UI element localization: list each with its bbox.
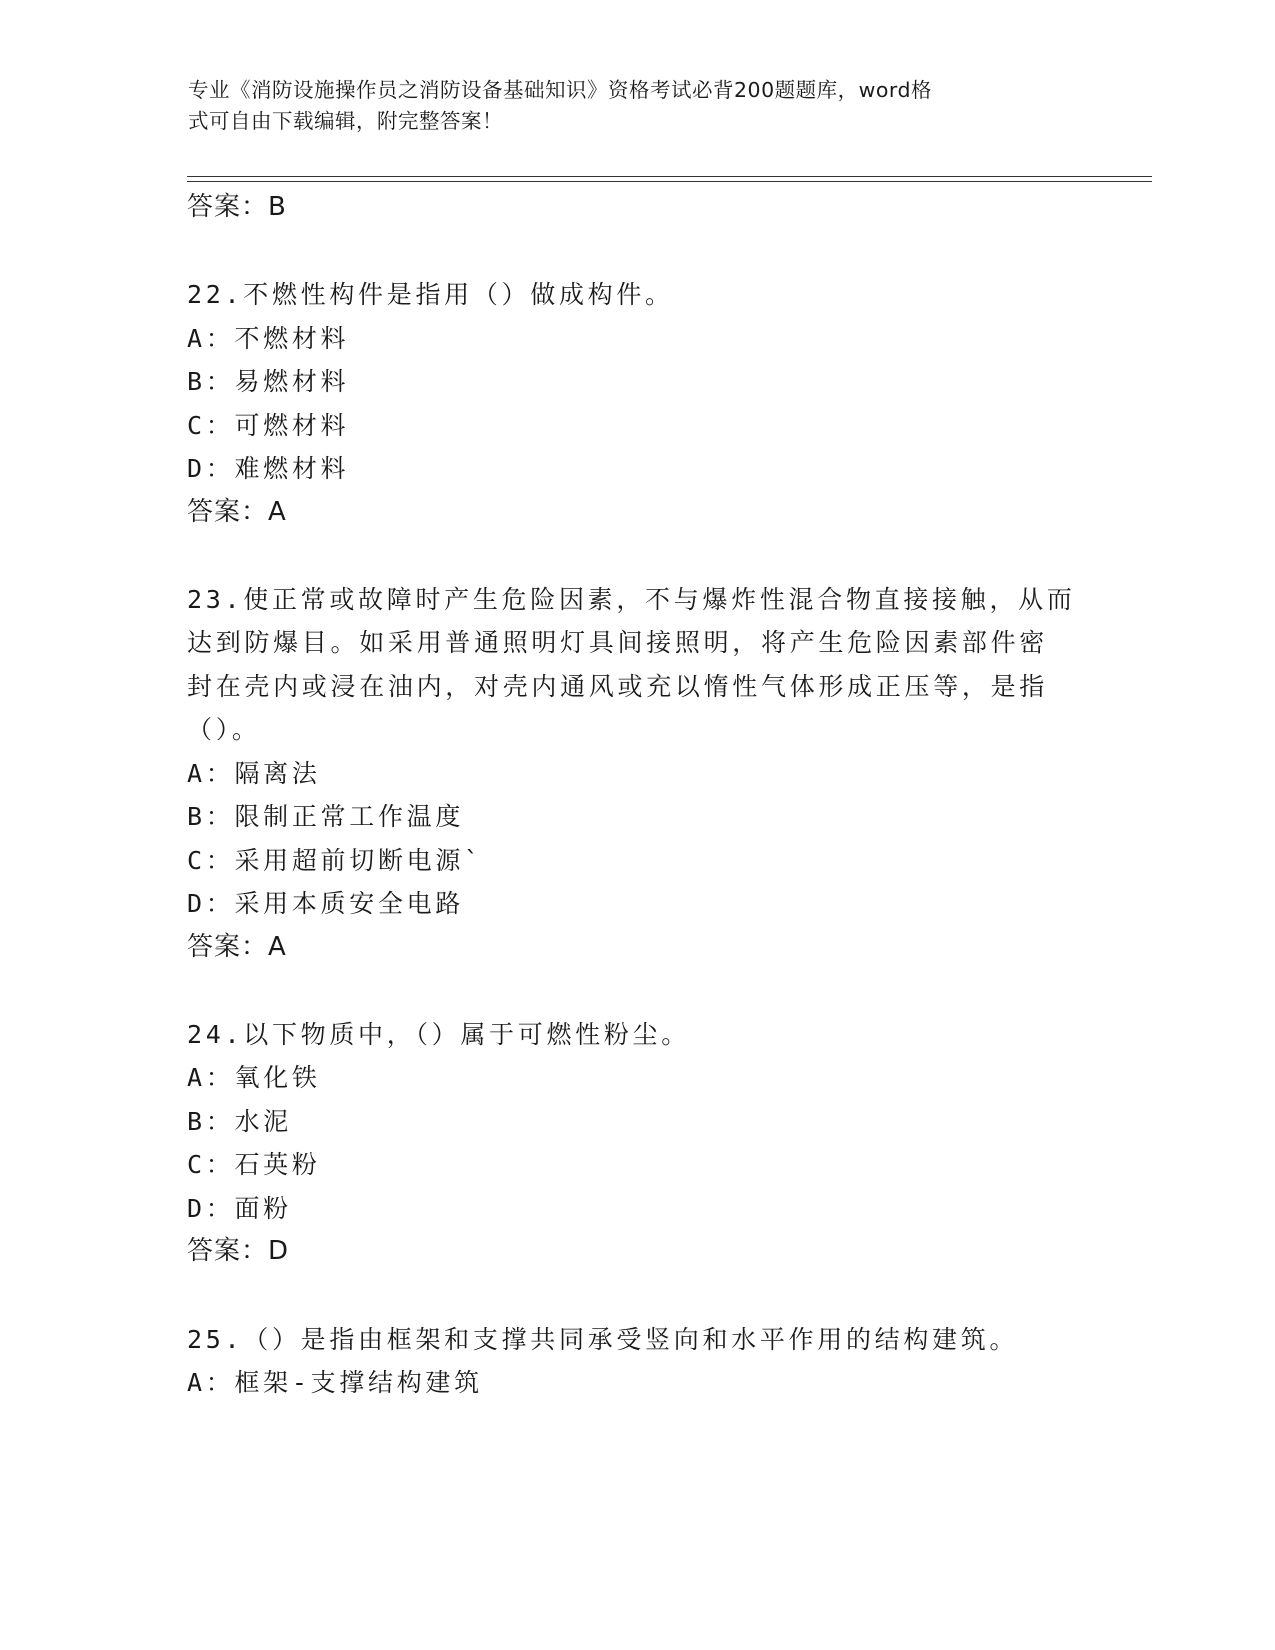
- question-22-option-d: D：难燃材料: [187, 454, 350, 483]
- question-23-option-a: A：隔离法: [187, 759, 321, 788]
- header-text-line-1: 专业《消防设施操作员之消防设备基础知识》资格考试必背200题题库，word格: [188, 78, 933, 102]
- question-24-option-b: B：水泥: [187, 1107, 292, 1136]
- question-25-option-a: A：框架-支撑结构建筑: [187, 1368, 483, 1397]
- question-23-text-line-4: （）。: [187, 715, 261, 744]
- answer-22: 答案：A: [187, 497, 287, 527]
- question-23-text-line-2: 达到防爆目。如采用普通照明灯具间接照明，将产生危险因素部件密: [187, 628, 1049, 657]
- question-23-text-line-1: 23.使正常或故障时产生危险因素，不与爆炸性混合物直接接触，从而: [187, 585, 1076, 614]
- header-rule-bottom: [187, 181, 1152, 182]
- header-rule-top: [187, 176, 1152, 177]
- question-25-text: 25.（）是指由框架和支撑共同承受竖向和水平作用的结构建筑。: [187, 1325, 1019, 1354]
- answer-21: 答案：B: [187, 192, 287, 222]
- question-23-option-c: C：采用超前切断电源`: [187, 846, 483, 875]
- answer-23: 答案：A: [187, 932, 287, 962]
- question-22-option-a: A：不燃材料: [187, 324, 350, 353]
- answer-24: 答案：D: [187, 1236, 290, 1266]
- question-23-option-d: D：采用本质安全电路: [187, 889, 465, 918]
- question-22-text: 22.不燃性构件是指用（）做成构件。: [187, 280, 674, 309]
- header-text-line-2: 式可自由下载编辑，附完整答案！: [188, 109, 503, 133]
- question-24-option-d: D：面粉: [187, 1194, 292, 1223]
- question-24-option-a: A：氧化铁: [187, 1063, 321, 1092]
- question-24-text: 24.以下物质中，（）属于可燃性粉尘。: [187, 1020, 690, 1049]
- question-23-text-line-3: 封在壳内或浸在油内，对壳内通风或充以惰性气体形成正压等，是指: [187, 672, 1049, 701]
- question-22-option-c: C：可燃材料: [187, 411, 350, 440]
- question-23-option-b: B：限制正常工作温度: [187, 802, 465, 831]
- question-24-option-c: C：石英粉: [187, 1150, 321, 1179]
- question-22-option-b: B：易燃材料: [187, 367, 350, 396]
